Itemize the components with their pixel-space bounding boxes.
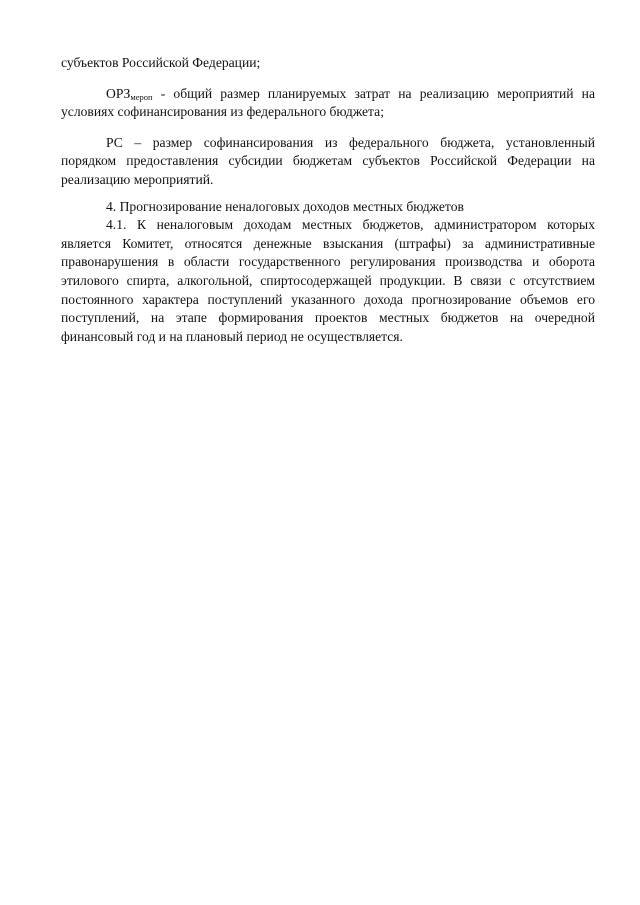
- paragraph-orz-definition: [61, 85, 595, 122]
- formula-subscript: мероп: [130, 91, 153, 102]
- paragraph-continuation: субъектов Российской Федерации;: [61, 55, 261, 70]
- document-page: [61, 54, 595, 346]
- definition-text: - общий размер планируемых затрат на реализацию мероприятий на условиях софинансирования из федерального бюджета;: [61, 85, 595, 120]
- formula-symbol: ОРЗ: [106, 85, 131, 101]
- paragraph-section-4-1: 4.1. К неналоговым доходам местных бюджетов, администратором которых является Комитет, относятся денежные взыскания (штрафы) за административные правонарушения в области государственного регулирования производства и оборота этилового спирта, алкогольной, спиртосодержащей продукции. В связи с отсутствием постоянного характера поступлений указанного дохода прогнозирование объемов его поступлений, на этапе формирования проектов местных бюджетов на очередной финансовый год и на плановый период не осуществляется.: [61, 217, 595, 344]
- paragraph-rs-definition: РС – размер софинансирования из федерального бюджета, установленный порядком предоставления субсидии бюджетам субъектов Российской Федерации на реализацию мероприятий.: [61, 134, 595, 187]
- section-heading: 4. Прогнозирование неналоговых доходов местных бюджетов: [106, 198, 464, 214]
